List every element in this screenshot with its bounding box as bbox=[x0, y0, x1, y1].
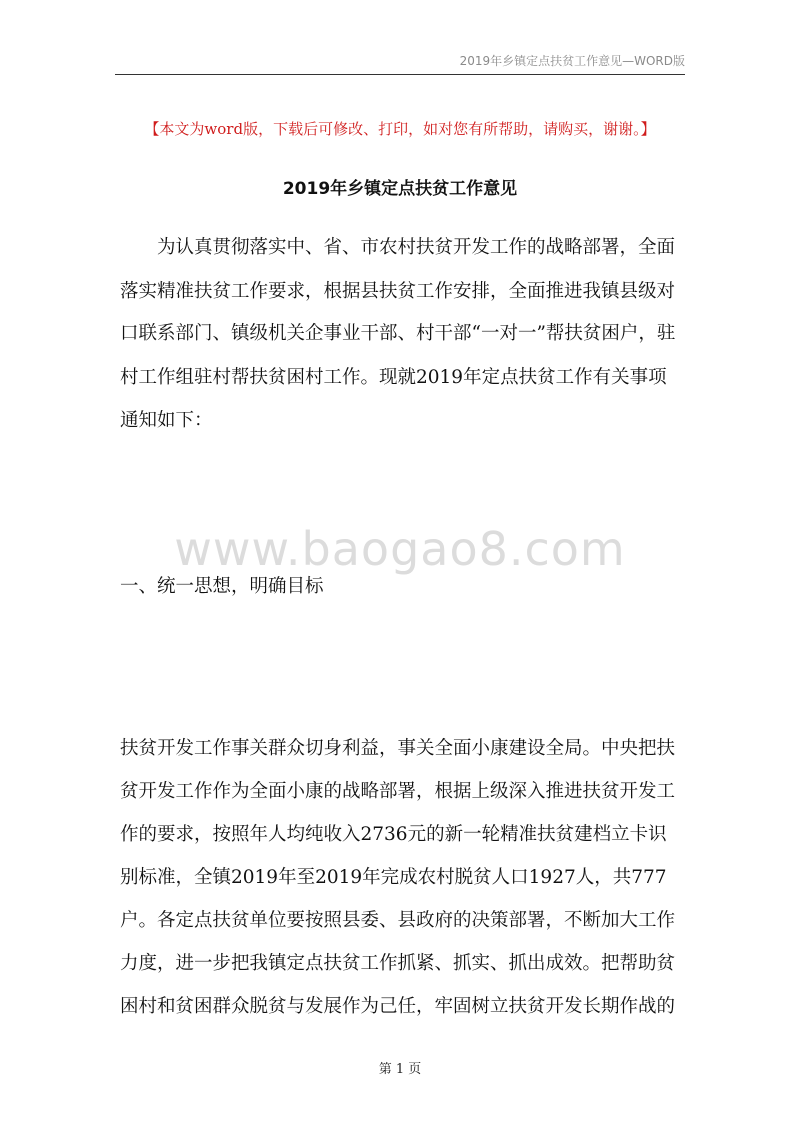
page-number: 第 1 页 bbox=[378, 1062, 422, 1077]
intro-line: 村工作组驻村帮扶贫困村工作。现就2019年定点扶贫工作有关事项 bbox=[120, 367, 667, 388]
intro-line: 通知如下： bbox=[120, 410, 213, 431]
section-line: 扶贫开发工作事关群众切身利益，事关全面小康建设全局。中央把扶 bbox=[120, 738, 676, 759]
intro-line: 为认真贯彻落实中、省、市农村扶贫开发工作的战略部署，全面 bbox=[120, 237, 676, 258]
intro-line: 口联系部门、镇级机关企事业干部、村干部“一对一”帮扶贫困户，驻 bbox=[120, 323, 676, 344]
intro-line: 落实精准扶贫工作要求，根据县扶贫工作安排，全面推进我镇县级对 bbox=[120, 281, 676, 302]
section-heading: 一、统一思想，明确目标 bbox=[120, 576, 324, 597]
section-line: 力度，进一步把我镇定点扶贫工作抓紧、抓实、抓出成效。把帮助贫 bbox=[120, 953, 676, 974]
section-line: 户。各定点扶贫单位要按照县委、县政府的决策部署，不断加大工作 bbox=[120, 910, 676, 931]
section-line: 困村和贫困群众脱贫与发展作为己任，牢固树立扶贫开发长期作战的 bbox=[120, 996, 676, 1017]
section-line: 贫开发工作作为全面小康的战略部署，根据上级深入推进扶贫开发工 bbox=[120, 781, 676, 802]
document-title: 2019年乡镇定点扶贫工作意见 bbox=[282, 179, 518, 199]
section-line: 作的要求，按照年人均纯收入2736元的新一轮精准扶贫建档立卡识 bbox=[120, 824, 667, 845]
watermark: www.baogao8.com bbox=[174, 522, 626, 576]
running-header: 2019年乡镇定点扶贫工作意见—WORD版 bbox=[459, 54, 685, 68]
section-line: 别标准，全镇2019年至2019年完成农村脱贫人口1927人，共777 bbox=[120, 867, 667, 888]
header-rule bbox=[115, 74, 685, 75]
purchase-notice: 【本文为word版，下载后可修改、打印，如对您有所帮助，请购买，谢谢。】 bbox=[144, 120, 656, 138]
